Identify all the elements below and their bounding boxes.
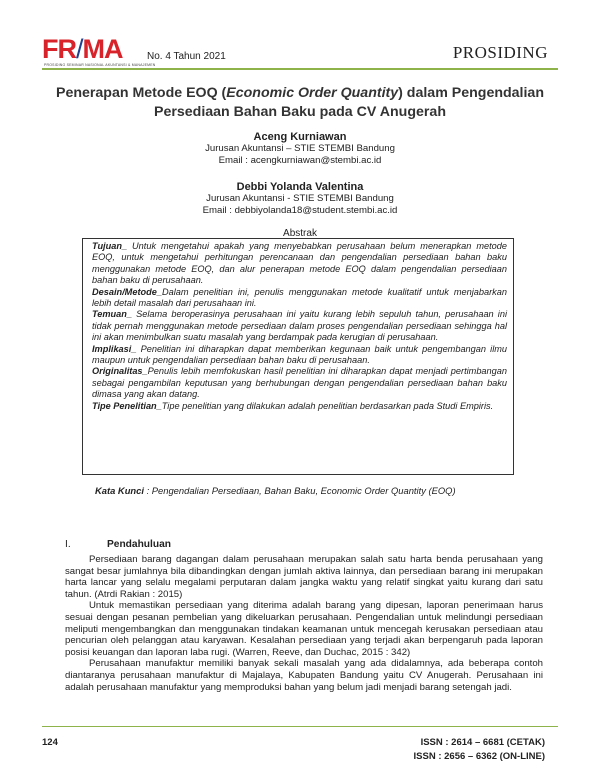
body-paragraph: Perusahaan manufaktur memiliki banyak sekali masalah yang ada didalamnya, ada beberapa contoh diantaranya perusahaan manufaktur di Majalaya, Kabupaten Bandung yaitu CV Anugerah. Perusahaan ini adalah perusahaan manufaktur yang memproduksi bahan yang belum jadi menjadi barang setengah jadi. [65, 658, 543, 693]
section-heading [65, 539, 171, 550]
author-email: Email : acengkurniawan@stembi.ac.id [218, 154, 382, 166]
abstract-heading: Abstrak [283, 228, 317, 239]
abstract-text: Penulis lebih memfokuskan hasil penelitian ini diharapkan dapat menjadi pertimbangan sebagai pengambilan keputusan yang berhubungan dengan pengendalian persediaan bahan baku dimasa yang akan datang. [92, 366, 507, 400]
author-name: Aceng Kurniawan [253, 131, 347, 143]
logo-text-right: MA [82, 34, 123, 64]
abstract-text: Dalam penelitian ini, penulis menggunakan metode kualitatif untuk menjabarkan lebih detail masalah dari perusahaan ini. [92, 286, 507, 309]
abstract-text: Selama beroperasinya perusahaan ini yaitu kurang lebih sepuluh tahun, perusahaan ini tidak pernah menggunakan metode persediaan dalam proses pengendalian persediaan sehingga hal ini akan menimbulkan suatu masalah yang berdampak pada kerugian di perusahaan. [92, 309, 507, 343]
header-divider [42, 68, 558, 70]
abstract-item [92, 366, 507, 400]
abstract-item [92, 344, 507, 367]
abstract-item [92, 241, 507, 287]
abstract-label: Tipe Penelitian_ [92, 400, 162, 411]
logo-tagline: PROSIDING SEMINAR NASIONAL AKUNTANSI & MANAJEMEN [44, 63, 156, 67]
journal-label: PROSIDING [452, 43, 548, 62]
abstract-label: Tujuan_ [92, 241, 128, 251]
body-paragraph: Untuk memastikan persediaan yang diterima adalah barang yang dipesan, laporan penerimaan harus sesuai dengan pesanan pembelian yang dikeluarkan perusahaan. Pengendalian untuk melindungi persediaan meliputi mengembangkan dan menggunakan tindakan keamanan untuk mencegah kerusakan persediaan atau pencurian oleh pelanggan atau karyawan. Kesalahan persediaan yang terjadi akan berpengaruh pada laporan posisi keuangan dan laporan laba rugi. (Warren, Reeve, dan Duchac, 2015 : 342) [65, 600, 543, 658]
paper-title [40, 84, 560, 122]
keywords [95, 485, 510, 497]
journal-logo [42, 34, 123, 65]
logo-slash: / [76, 34, 83, 64]
abstract-label: Temuan_ [92, 309, 132, 320]
abstract-item [92, 287, 507, 310]
author-email: Email : debbiyolanda18@student.stembi.ac.id [202, 204, 398, 216]
author-affiliation: Jurusan Akuntansi - STIE STEMBI Bandung [206, 193, 394, 204]
abstract-label: Originalitas_ [92, 366, 148, 377]
author-block [0, 181, 600, 216]
issue-number: No. 4 Tahun 2021 [147, 51, 226, 62]
abstract-text: Untuk mengetahui apakah yang menyebabkan perusahaan belum menerapkan metode EOQ, untuk mengetahui perhitungan perencanaan dan pengendalian persediaan bahan baku menggunakan metode EOQ, dan alur penerapan metode EOQ dalam pengendalian persediaan bahan baku di perusahaan. [92, 241, 507, 286]
title-part1: Penerapan Metode EOQ ( [55, 85, 227, 101]
section-number: I. [65, 539, 71, 550]
section-title: Pendahuluan [107, 539, 171, 550]
keywords-text: : Pengendalian Persediaan, Bahan Baku, Economic Order Quantity (EOQ) [143, 485, 456, 496]
body-paragraph: Persediaan barang dagangan dalam perusahaan merupakan salah satu harta benda perusahaan yang sangat besar jumlahnya bila dibandingkan dengan jumlah aktiva lainnya, dan persediaan barang ini merupakan harta lancar yang selalu megalami perputaran dalam jangka waktu yang relatif singkat yaitu kurang dari satu tahun. (Atrdi Rakian : 2015) [65, 554, 543, 600]
issn-online: ISSN : 2656 – 6362 (ON-LINE) [413, 751, 545, 762]
abstract-label: Implikasi_ [92, 343, 137, 354]
author-affiliation: Jurusan Akuntansi – STIE STEMBI Bandung [205, 143, 395, 154]
title-italic: Economic Order Quantity [226, 85, 399, 101]
abstract-item [92, 401, 507, 412]
section-body [65, 554, 543, 693]
title-part2: ) dalam Pengendalian [398, 85, 544, 101]
abstract-label: Desain/Metode_ [92, 286, 162, 297]
abstract-item [92, 309, 507, 343]
author-name: Debbi Yolanda Valentina [236, 181, 364, 193]
issn-print: ISSN : 2614 – 6681 (CETAK) [420, 737, 545, 748]
abstract-text: Penelitian ini diharapkan dapat memberikan kegunaan baik untuk pengembangan ilmu maupun untuk pengendalian persediaan bahan baku di perusahaan. [92, 343, 507, 366]
abstract-box [82, 238, 514, 475]
abstract-text: Tipe penelitian yang dilakukan adalah penelitian berdasarkan pada Studi Empiris. [161, 400, 494, 411]
title-line2: Persediaan Bahan Baku pada CV Anugerah [154, 104, 446, 120]
footer-divider [42, 726, 558, 727]
logo-text-left: FR [42, 34, 76, 64]
page-number: 124 [42, 737, 58, 748]
keywords-label: Kata Kunci [95, 485, 144, 496]
author-block [0, 131, 600, 166]
